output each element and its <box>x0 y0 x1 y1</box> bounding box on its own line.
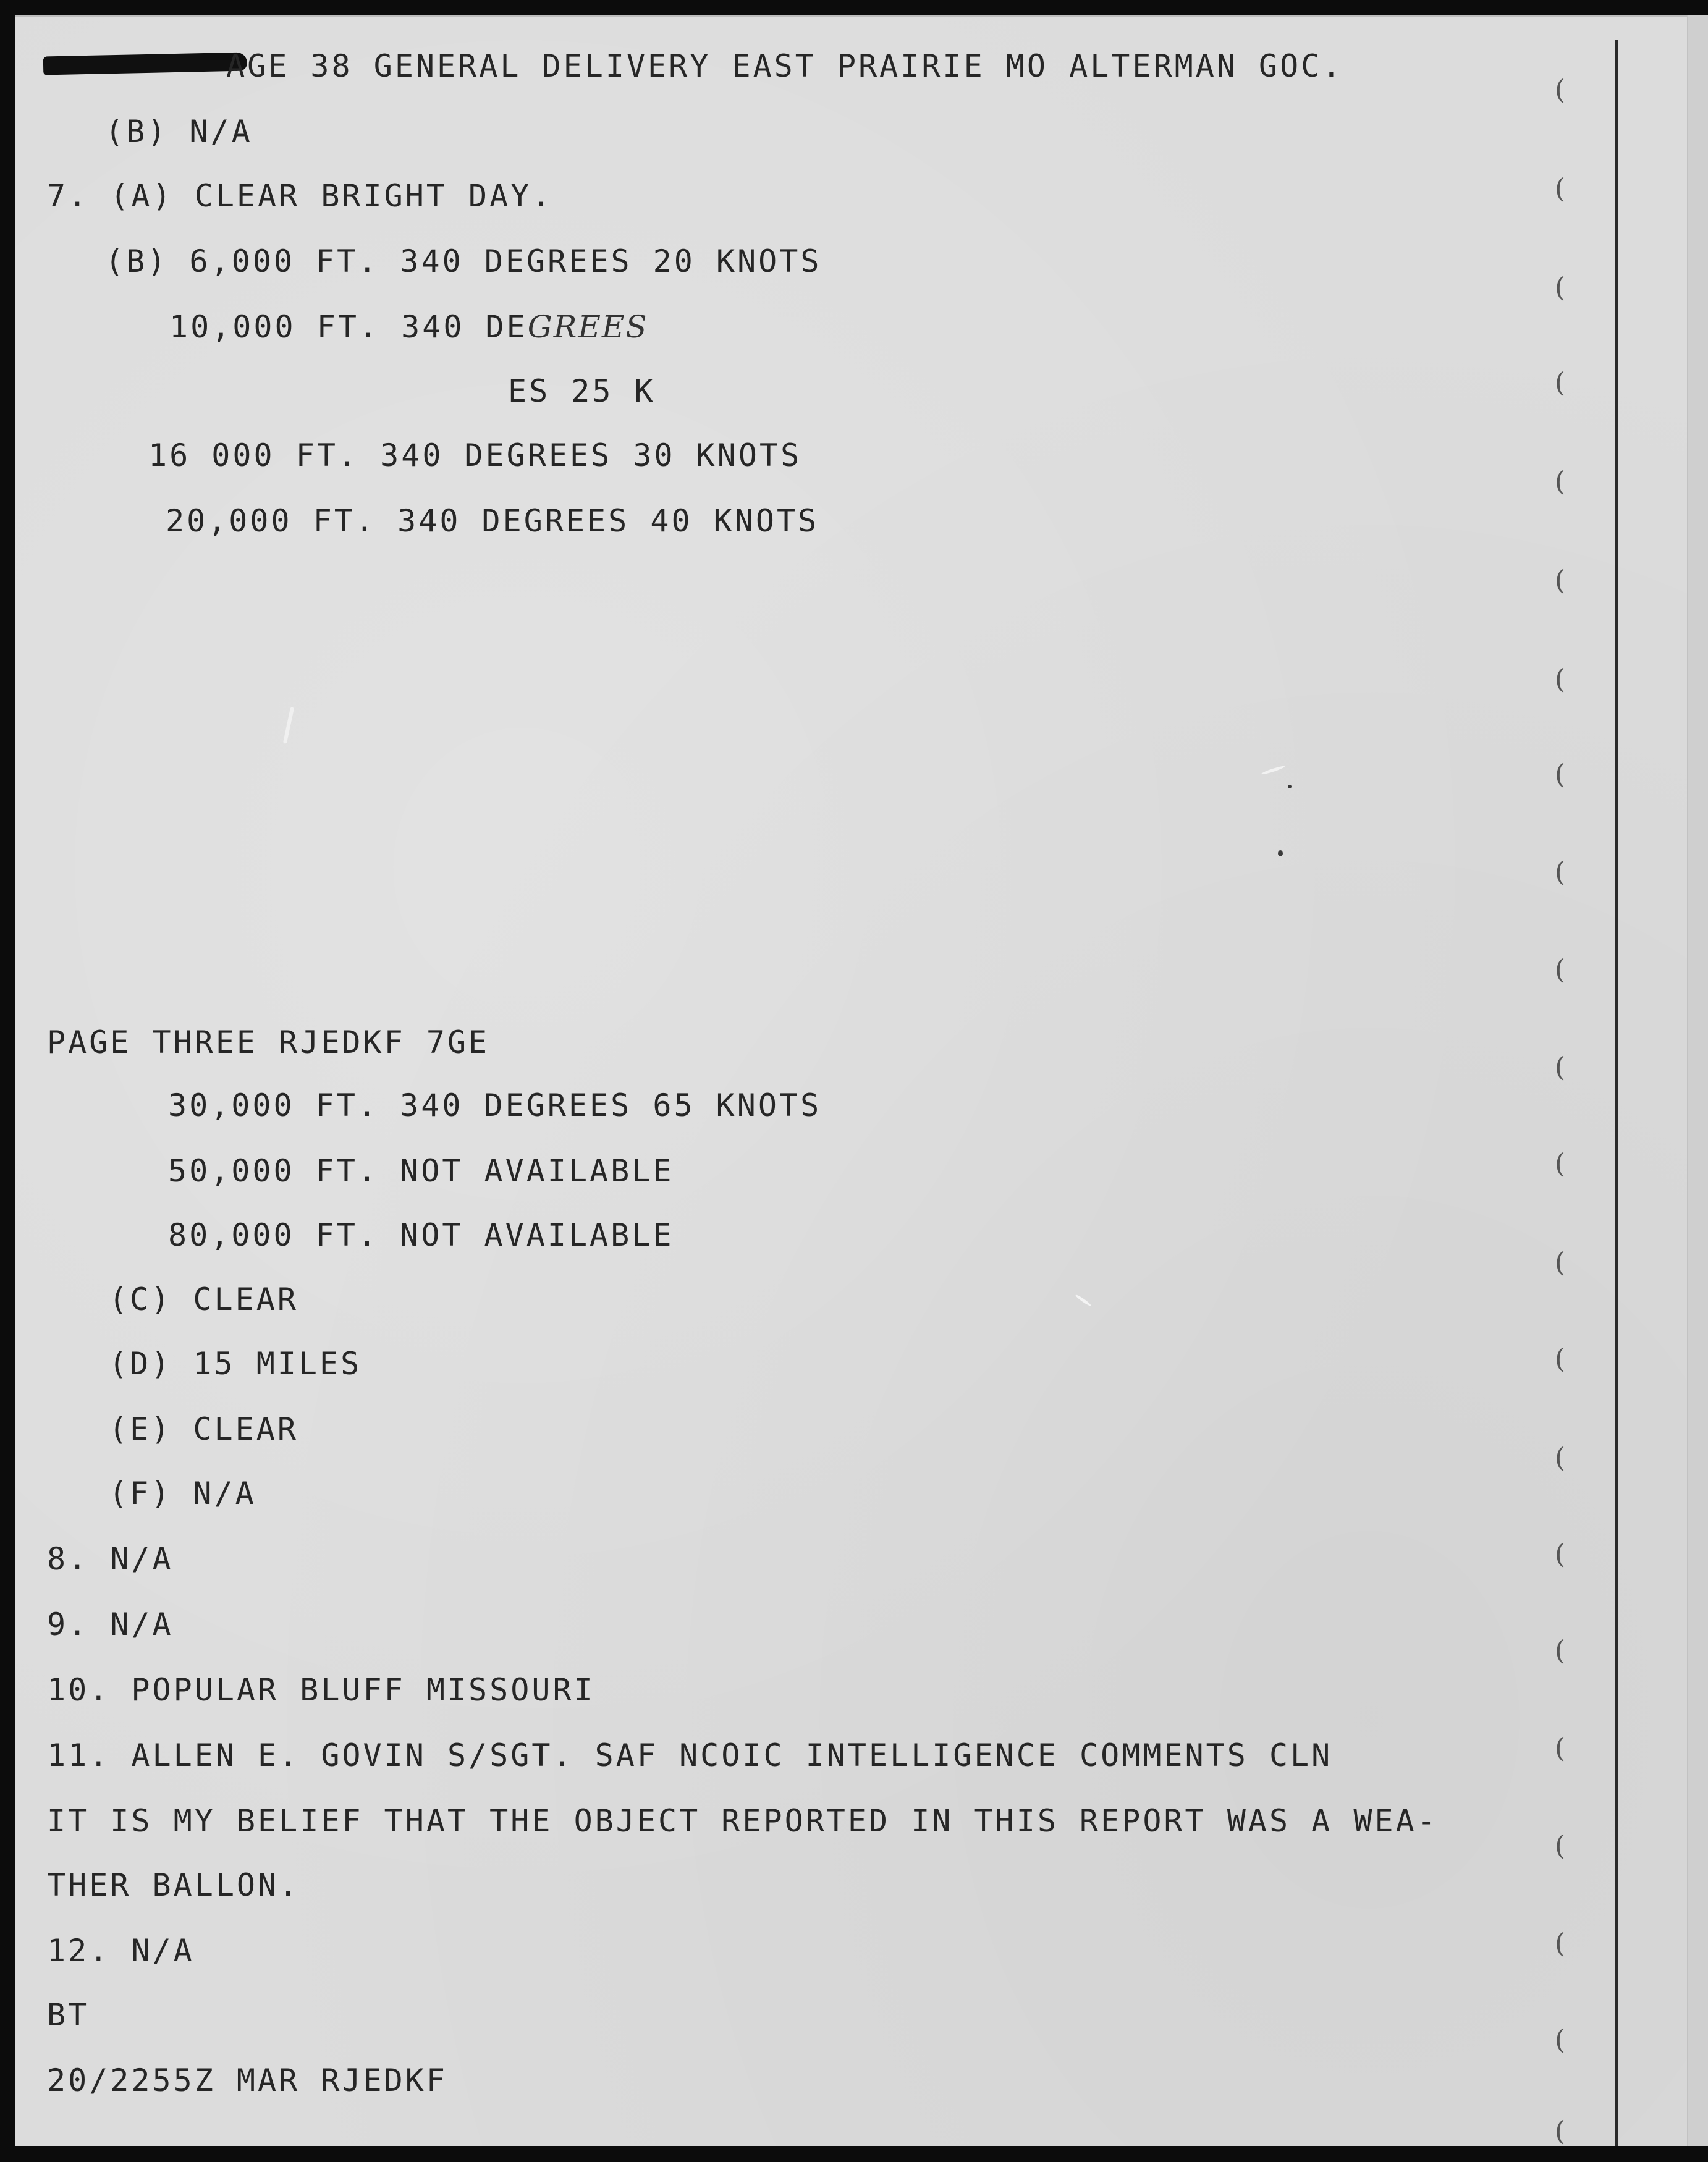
report-line-16: 8. N/A <box>47 1541 174 1577</box>
margin-rule <box>1615 40 1618 2146</box>
handwritten-correction: GREES <box>527 309 648 345</box>
feed-hole-mark: ( <box>1555 466 1566 497</box>
report-line-17: 9. N/A <box>47 1607 174 1642</box>
report-line-23: BT <box>47 1997 90 2033</box>
report-line-13: (D) 15 MILES <box>109 1346 362 1382</box>
feed-hole-mark: ( <box>1555 367 1566 399</box>
feed-hole-mark: ( <box>1555 954 1566 986</box>
feed-hole-mark: ( <box>1555 856 1566 888</box>
redaction-bar <box>43 53 248 75</box>
report-line-19: 11. ALLEN E. GOVIN S/SGT. SAF NCOIC INTELLIGENCE COMMENTS CLN <box>47 1738 1333 1773</box>
feed-hole-mark: ( <box>1555 173 1566 205</box>
report-line-12: (C) CLEAR <box>109 1282 298 1317</box>
report-line-20: IT IS MY BELIEF THAT THE OBJECT REPORTED IN THIS REPORT WAS A WEA- <box>47 1803 1438 1839</box>
page-right-edge <box>1687 15 1708 2146</box>
report-line-5-typed: 10,000 FT. 340 DE <box>169 309 528 345</box>
report-line-15: (F) N/A <box>109 1476 256 1511</box>
feed-hole-mark: ( <box>1555 664 1566 695</box>
report-line-21: THER BALLON. <box>47 1867 300 1903</box>
report-line-4: (B) 6,000 FT. 340 DEGREES 20 KNOTS <box>105 243 822 279</box>
scratch-mark <box>1075 1294 1091 1307</box>
feed-hole-mark: ( <box>1555 1052 1566 1083</box>
report-line-22: 12. N/A <box>47 1933 195 1969</box>
scratch-mark <box>283 707 294 744</box>
feed-hole-mark: ( <box>1555 272 1566 303</box>
report-line-14: (E) CLEAR <box>109 1411 298 1447</box>
dust-speck <box>1288 785 1292 788</box>
report-line-24: 20/2255Z MAR RJEDKF <box>47 2063 447 2098</box>
feed-hole-mark: ( <box>1555 1343 1566 1375</box>
feed-hole-mark: ( <box>1555 1539 1566 1570</box>
feed-hole-mark: ( <box>1555 1733 1566 1764</box>
report-line-9: 30,000 FT. 340 DEGREES 65 KNOTS <box>168 1087 822 1123</box>
report-line-3: 7. (A) CLEAR BRIGHT DAY. <box>47 178 553 214</box>
feed-hole-mark: ( <box>1555 1148 1566 1180</box>
feed-hole-mark: ( <box>1555 1635 1566 1666</box>
feed-hole-mark: ( <box>1555 2116 1566 2146</box>
feed-hole-mark: ( <box>1555 74 1566 106</box>
feed-hole-mark: ( <box>1555 1442 1566 1474</box>
page-header: PAGE THREE RJEDKF 7GE <box>47 1024 490 1060</box>
feed-hole-mark: ( <box>1555 759 1566 790</box>
report-line-8: 20,000 FT. 340 DEGREES 40 KNOTS <box>166 503 819 539</box>
teletype-page <box>15 15 1708 2146</box>
scratch-mark <box>1261 765 1285 775</box>
feed-hole-mark: ( <box>1555 2024 1566 2056</box>
report-line-5 <box>169 309 648 345</box>
report-line-2: (B) N/A <box>105 114 253 150</box>
report-line-7: 16 000 FT. 340 DEGREES 30 KNOTS <box>148 437 802 473</box>
feed-hole-mark: ( <box>1555 565 1566 596</box>
feed-hole-mark: ( <box>1555 1247 1566 1278</box>
feed-hole-mark: ( <box>1555 1830 1566 1862</box>
dust-speck <box>1278 850 1283 856</box>
page-top-edge <box>15 15 1708 17</box>
report-line-18: 10. POPULAR BLUFF MISSOURI <box>47 1672 595 1708</box>
report-line-10: 50,000 FT. NOT AVAILABLE <box>168 1153 674 1189</box>
feed-hole-mark: ( <box>1555 1928 1566 1959</box>
report-line-6: ES 25 K <box>508 373 656 409</box>
report-line-1: AGE 38 GENERAL DELIVERY EAST PRAIRIE MO ALTERMAN GOC. <box>226 48 1343 84</box>
report-line-11: 80,000 FT. NOT AVAILABLE <box>168 1217 674 1253</box>
